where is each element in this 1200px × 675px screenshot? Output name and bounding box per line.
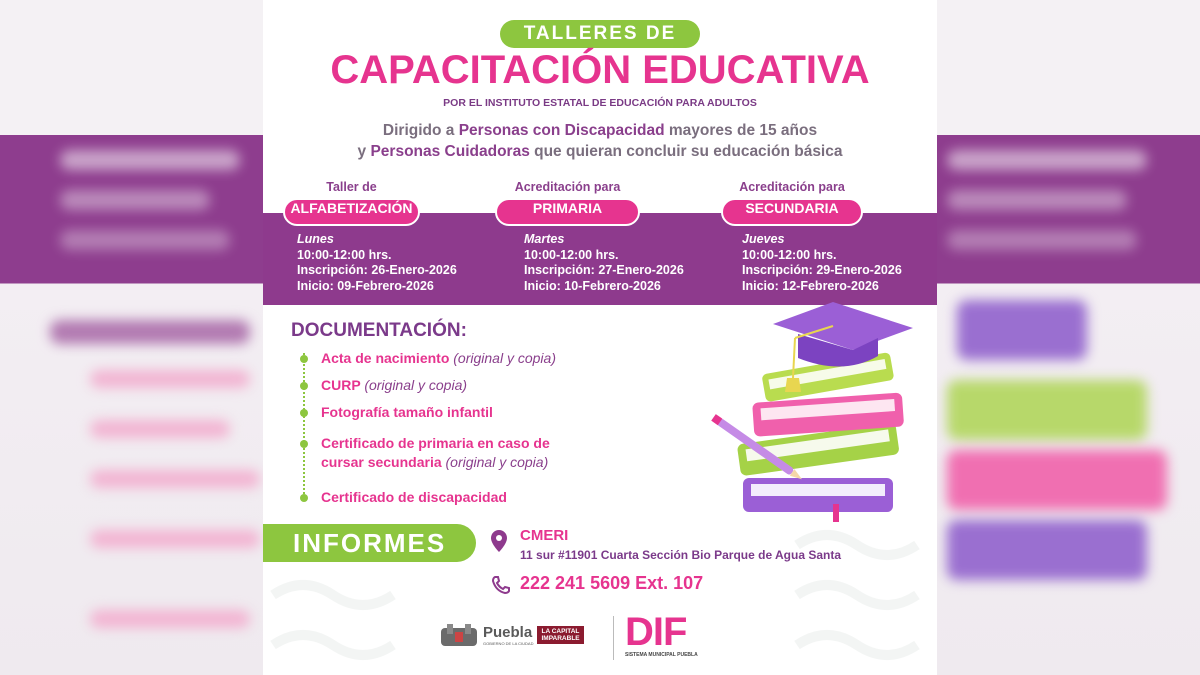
informes-label: INFORMES xyxy=(263,524,476,562)
page-subtitle: POR EL INSTITUTO ESTATAL DE EDUCACIÓN PARA ADULTOS xyxy=(443,97,757,109)
capital-imparable-badge: LA CAPITAL IMPARABLE xyxy=(537,626,583,644)
list-item: Acta de nacimiento (original y copia) xyxy=(301,349,641,368)
course-badge: ALFABETIZACIÓN xyxy=(283,198,420,226)
puebla-subtext: GOBIERNO DE LA CIUDAD xyxy=(483,641,534,646)
schedule-alfabetizacion: Lunes 10:00-12:00 hrs. Inscripción: 26-Enero-2026 Inicio: 09-Febrero-2026 xyxy=(297,232,457,293)
graduation-books-illustration xyxy=(703,298,933,530)
course-alfabetizacion xyxy=(283,180,420,226)
list-item: Fotografía tamaño infantil xyxy=(301,403,641,422)
course-badge: PRIMARIA xyxy=(495,198,640,226)
schedule-primaria: Martes 10:00-12:00 hrs. Inscripción: 27-Enero-2026 Inicio: 10-Febrero-2026 xyxy=(524,232,684,293)
dif-logo xyxy=(625,612,698,658)
puebla-text: Puebla xyxy=(483,624,533,641)
documents-heading: DOCUMENTACIÓN: xyxy=(291,320,467,341)
course-secundaria xyxy=(721,180,863,226)
poster xyxy=(263,0,937,675)
course-badge: SECUNDARIA xyxy=(721,198,863,226)
place-name: CMERI xyxy=(520,527,569,544)
decorative-pattern-right xyxy=(787,505,937,675)
logo-divider xyxy=(613,616,614,660)
list-item: Certificado de discapacidad xyxy=(301,488,641,507)
course-primaria xyxy=(495,180,640,226)
phone-icon xyxy=(491,575,511,595)
puebla-crest-icon xyxy=(439,622,479,648)
phone-number: 222 241 5609 Ext. 107 xyxy=(520,573,704,593)
blurred-background-right xyxy=(937,0,1200,675)
dif-text: DIF xyxy=(625,610,687,654)
intro-text: Dirigido a Personas con Discapacidad mayores de 15 años y Personas Cuidadoras que quieran concluir su educación básica xyxy=(357,122,843,160)
course-label: Taller de xyxy=(326,180,377,194)
list-item: CURP (original y copia) xyxy=(301,376,641,395)
dif-subtext: SISTEMA MUNICIPAL PUEBLA xyxy=(625,652,698,658)
puebla-logo xyxy=(439,622,584,648)
header-pill: TALLERES DE xyxy=(500,20,700,48)
list-item: Certificado de primaria en caso de cursar secundaria (original y copia) xyxy=(301,434,641,472)
course-label: Acreditación para xyxy=(514,180,621,194)
blurred-background-left xyxy=(0,0,263,675)
address: 11 sur #11901 Cuarta Sección Bio Parque de Agua Santa xyxy=(520,548,842,562)
map-pin-icon xyxy=(491,530,507,552)
page-title: CAPACITACIÓN EDUCATIVA xyxy=(330,48,870,92)
course-label: Acreditación para xyxy=(739,180,845,194)
documents-list xyxy=(301,345,641,507)
schedule-secundaria: Jueves 10:00-12:00 hrs. Inscripción: 29-Enero-2026 Inicio: 12-Febrero-2026 xyxy=(742,232,902,293)
